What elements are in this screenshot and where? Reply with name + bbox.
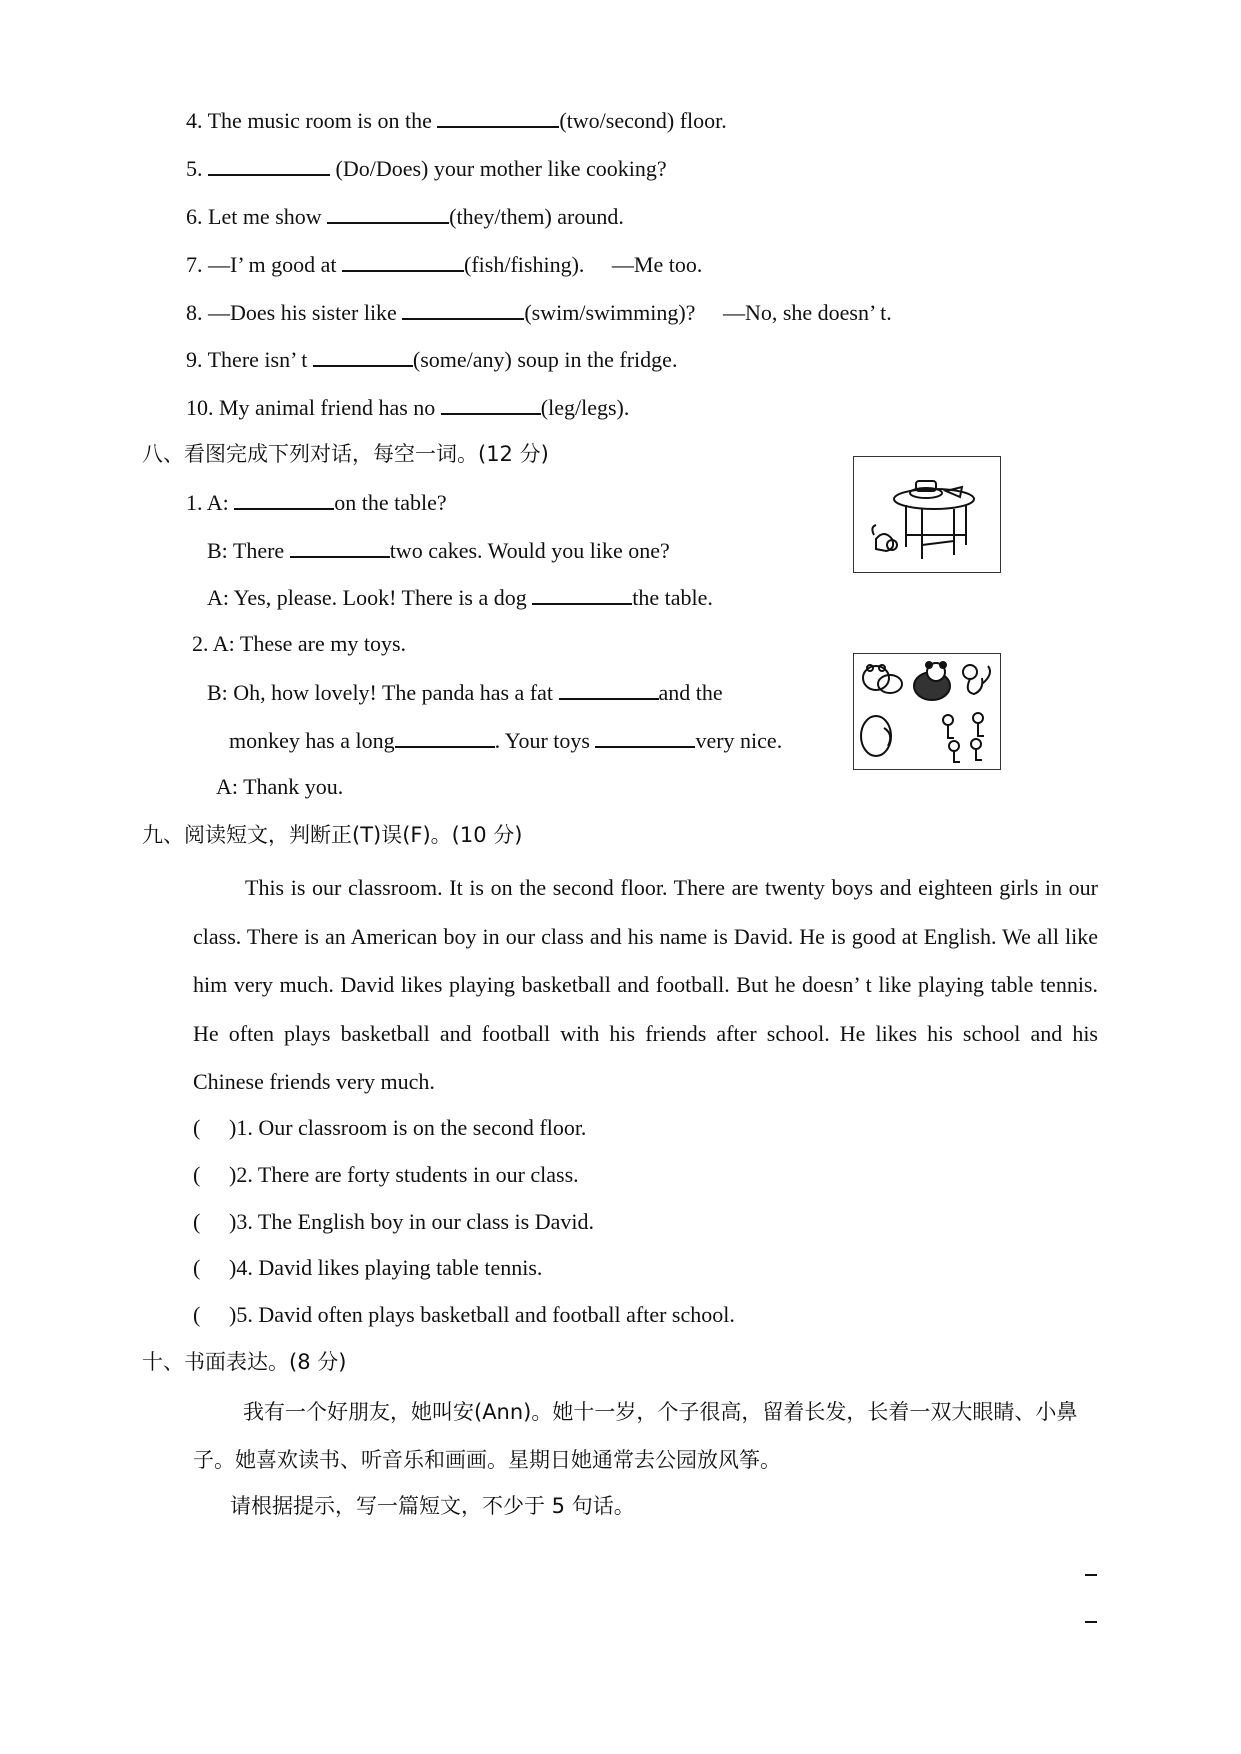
toy-animals-icon	[854, 654, 1000, 769]
tf-statement-3: ( )3. The English boy in our class is David.	[193, 1209, 594, 1234]
answer-blank[interactable]	[395, 726, 495, 748]
s8-q2-line3: monkey has a long . Your toys very nice.	[229, 728, 783, 753]
s7-item-7: 7. —I’ m good at (fish/fishing). —Me too.	[186, 252, 703, 277]
answer-blank[interactable]	[313, 345, 413, 367]
answer-blank[interactable]	[208, 154, 330, 176]
reading-passage: This is our classroom. It is on the second floor. There are twenty boys and eighteen girls in our class. There is an American boy in our class and his name is David. He is good at English. We all like him very much. David likes playing basketball and football. But he doesn’ t like playing table tennis. He often plays basketball and football with his friends after school. He likes his school and his Chinese friends very much.	[193, 875, 1098, 1094]
s8-q1-line2: B: There two cakes. Would you like one?	[207, 538, 670, 563]
tf-statement-4: ( )4. David likes playing table tennis.	[193, 1255, 543, 1280]
answer-blank[interactable]	[532, 583, 632, 605]
answer-bracket[interactable]: (	[193, 1162, 201, 1187]
s7-item-9: 9. There isn’ t (some/any) soup in the fridge.	[186, 347, 678, 372]
s7-item-6: 6. Let me show (they/them) around.	[186, 204, 624, 229]
tf-statement-5: ( )5. David often plays basketball and football after school.	[193, 1302, 735, 1327]
tf-statement-1: ( )1. Our classroom is on the second floor.	[193, 1115, 587, 1140]
s8-q1-line3: A: Yes, please. Look! There is a dog the table.	[207, 585, 713, 610]
answer-blank[interactable]	[290, 536, 390, 558]
s8-q2-line1: 2. A: These are my toys.	[192, 631, 407, 656]
section10-heading: 十、书面表达。(8 分)	[142, 1350, 347, 1374]
answer-blank[interactable]	[441, 393, 541, 415]
section8-heading: 八、看图完成下列对话，每空一词。(12 分)	[142, 442, 549, 466]
writing-line-1[interactable]	[1085, 1574, 1097, 1576]
toy-animals-picture	[853, 653, 1001, 770]
answer-blank[interactable]	[402, 298, 524, 320]
s7-item-10: 10. My animal friend has no (leg/legs).	[186, 395, 630, 420]
table-dog-icon	[854, 457, 1000, 572]
table-with-cakes-and-dog-picture	[853, 456, 1001, 573]
s7-item-5: 5. (Do/Does) your mother like cooking?	[186, 156, 667, 181]
answer-blank[interactable]	[327, 202, 449, 224]
s7-item-8: 8. —Does his sister like (swim/swimming)? —No, she doesn’ t.	[186, 300, 892, 325]
s8-q2-line2: B: Oh, how lovely! The panda has a fat and the	[207, 680, 723, 705]
s8-q1-line1: 1. A: on the table?	[186, 490, 447, 515]
tf-statement-2: ( )2. There are forty students in our class.	[193, 1162, 579, 1187]
s7-item-4: 4. The music room is on the (two/second) floor.	[186, 108, 727, 133]
answer-bracket[interactable]: (	[193, 1209, 201, 1234]
writing-line-2[interactable]	[1085, 1621, 1097, 1623]
answer-blank[interactable]	[342, 250, 464, 272]
answer-bracket[interactable]: (	[193, 1255, 201, 1280]
writing-prompt: 我有一个好朋友，她叫安(Ann)。她十一岁，个子很高，留着长发，长着一双大眼睛、小鼻子。她喜欢读书、听音乐和画画。星期日她通常去公园放风筝。	[193, 1400, 1078, 1472]
answer-blank[interactable]	[595, 726, 695, 748]
answer-blank[interactable]	[437, 106, 559, 128]
answer-blank[interactable]	[234, 488, 334, 510]
section9-heading: 九、阅读短文，判断正(T)误(F)。(10 分)	[142, 823, 523, 847]
writing-instruction: 请根据提示，写一篇短文，不少于 5 句话。	[230, 1494, 635, 1518]
answer-bracket[interactable]: (	[193, 1302, 201, 1327]
answer-blank[interactable]	[559, 678, 659, 700]
answer-bracket[interactable]: (	[193, 1115, 201, 1140]
s8-q2-line4: A: Thank you.	[216, 774, 344, 799]
